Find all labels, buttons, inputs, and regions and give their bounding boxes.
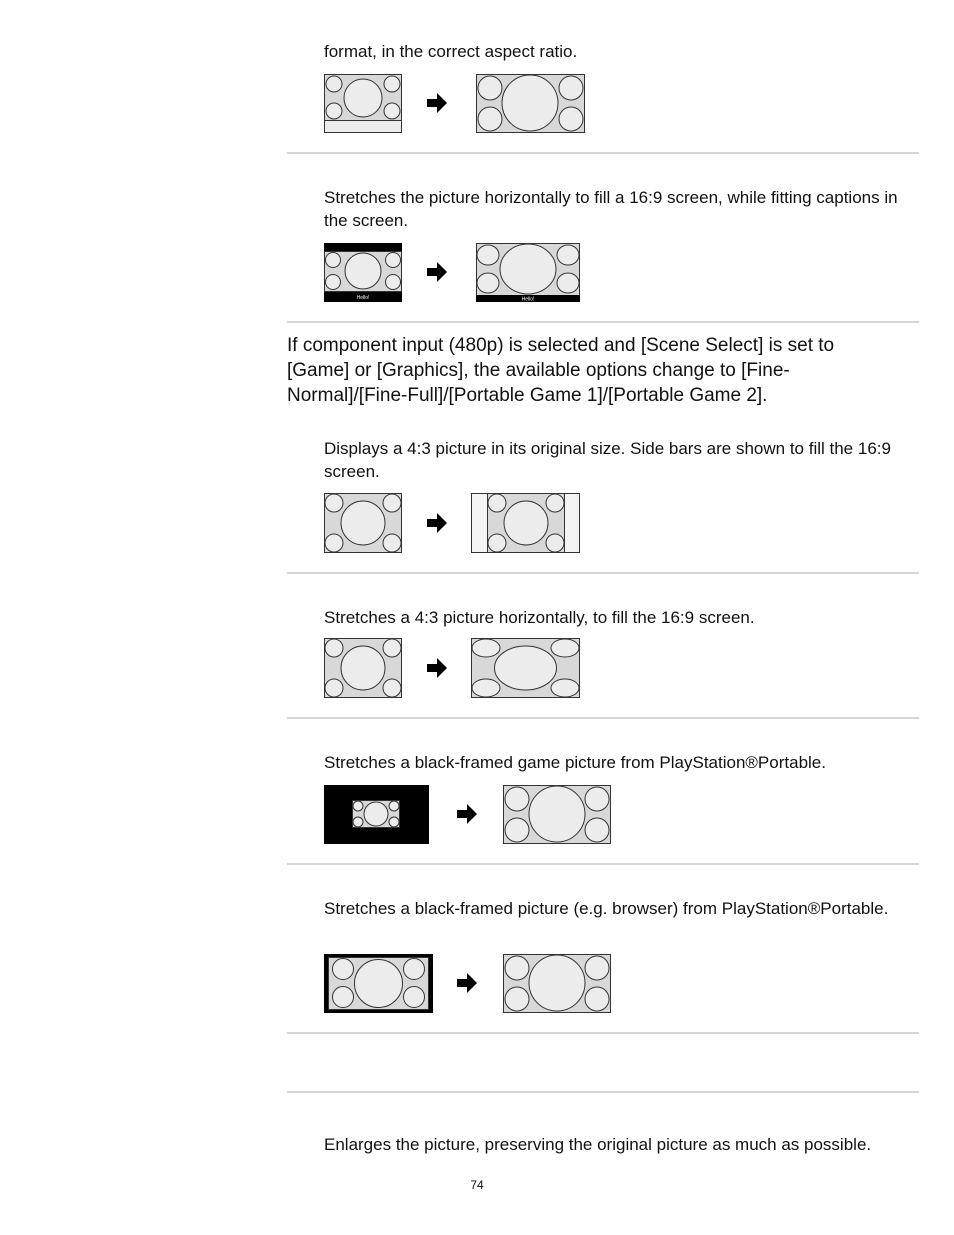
caption-fit-description: Stretches the picture horizontally to fill a 16:9 screen, while fitting captions in the screen. <box>324 188 898 230</box>
portable-game-1-description: Stretches a black-framed game picture from PlayStation®Portable. <box>324 753 826 772</box>
after-caption-fit-picture <box>476 243 580 302</box>
caption-sample-text: Hello! <box>356 295 370 301</box>
before-4x3-picture <box>324 74 402 133</box>
section-divider <box>287 863 919 865</box>
section-divider <box>287 152 919 154</box>
before-black-framed-game-picture <box>324 785 429 844</box>
right-arrow-icon <box>425 261 449 283</box>
after-side-bars-picture <box>471 493 580 553</box>
section-divider <box>287 321 919 323</box>
after-full-screen-picture <box>503 954 611 1013</box>
intro-tail-text: format, in the correct aspect ratio. <box>324 42 578 61</box>
right-arrow-icon <box>455 972 479 994</box>
portable-game-2-description: Stretches a black-framed picture (e.g. browser) from PlayStation®Portable. <box>324 899 889 918</box>
component-input-note: If component input (480p) is selected and [Scene Select] is set to [Game] or [Graphics], the available options change to [Fine-Normal]/[Fine-Full]/[Portable Game 1]/[Portable Game 2]. <box>287 335 835 406</box>
caption-sample-text: Hello! <box>521 296 535 302</box>
after-full-screen-picture <box>503 785 611 844</box>
section-divider <box>287 1032 919 1034</box>
enlarge-description: Enlarges the picture, preserving the original picture as much as possible. <box>324 1135 872 1154</box>
right-arrow-icon <box>425 512 449 534</box>
fine-normal-description: Displays a 4:3 picture in its original size. Side bars are shown to fill the 16:9 screen. <box>324 439 891 481</box>
before-letterbox-caption-picture <box>324 243 402 302</box>
section-divider <box>287 717 919 719</box>
before-4x3-picture <box>324 493 402 553</box>
right-arrow-icon <box>425 657 449 679</box>
page-number: 74 <box>470 1178 484 1192</box>
section-divider <box>287 572 919 574</box>
right-arrow-icon <box>425 92 449 114</box>
before-4x3-picture <box>324 638 402 698</box>
fine-full-description: Stretches a 4:3 picture horizontally, to fill the 16:9 screen. <box>324 608 755 627</box>
right-arrow-icon <box>455 803 479 825</box>
after-stretched-picture <box>471 638 580 698</box>
after-16x9-picture <box>476 74 585 133</box>
before-black-framed-browser-picture <box>324 954 433 1013</box>
section-divider <box>287 1091 919 1093</box>
